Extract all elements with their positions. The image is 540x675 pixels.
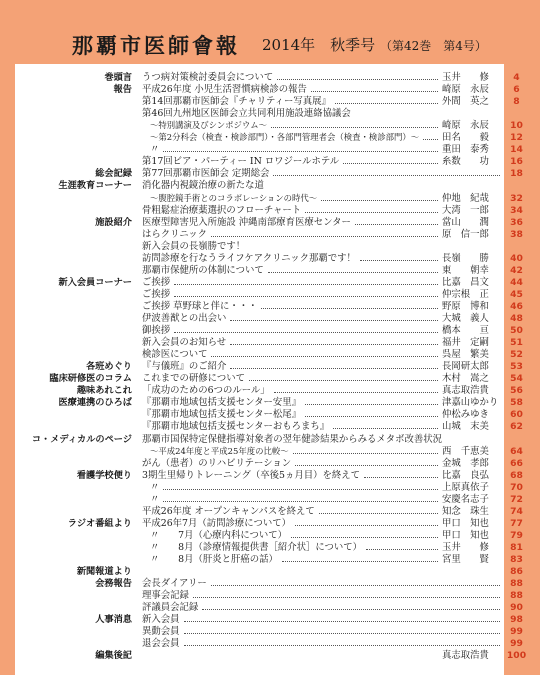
toc-entry[interactable] bbox=[0, 253, 540, 264]
dot-leader bbox=[355, 224, 438, 225]
entry-title: 新入会員 bbox=[142, 614, 180, 626]
entry-title: 『与儀班』のご紹介 bbox=[142, 361, 227, 373]
toc-entry[interactable] bbox=[0, 144, 540, 155]
entry-title: 退会会員 bbox=[142, 638, 180, 650]
entry-title: 骨粗鬆症治療薬選択のフローチャート bbox=[142, 204, 302, 216]
dot-leader bbox=[295, 465, 438, 466]
toc-entry[interactable] bbox=[0, 120, 540, 131]
entry-title: 平成26年度 小児生活習慣病検診の報告 bbox=[142, 84, 307, 96]
section-label: 施設紹介 bbox=[95, 216, 132, 228]
toc-entry[interactable] bbox=[0, 470, 540, 481]
toc-entry[interactable] bbox=[0, 458, 540, 469]
entry-title: 伊波善猷との出会い bbox=[142, 313, 227, 324]
page-number: 52 bbox=[510, 349, 523, 361]
entry-title: 御挨拶 bbox=[142, 325, 171, 337]
entry-title: 会長ダイアリー bbox=[142, 578, 207, 590]
section-label: コ・メディカルのページ bbox=[31, 433, 132, 445]
dot-leader bbox=[273, 175, 500, 176]
page-number: 46 bbox=[510, 300, 523, 312]
entry-author: 崎原 永辰 bbox=[442, 84, 489, 96]
toc-entry[interactable] bbox=[0, 638, 540, 649]
entry-title: 第46回九州地区医師会立共同利用施設連絡協議会 bbox=[142, 108, 351, 120]
dot-leader bbox=[230, 344, 438, 345]
entry-author: 崎原 永辰 bbox=[442, 120, 489, 132]
section-label: 新聞報道より bbox=[76, 566, 132, 578]
entry-author: 津嘉山ゆかり bbox=[442, 397, 499, 409]
entry-title: ご挨拶 bbox=[142, 288, 171, 300]
dot-leader bbox=[305, 404, 438, 405]
page-number: 32 bbox=[510, 192, 523, 204]
toc-entry[interactable] bbox=[0, 168, 540, 179]
entry-title: 評議員会記録 bbox=[142, 602, 199, 614]
toc-entry[interactable] bbox=[0, 193, 540, 204]
entry-title: 異動会員 bbox=[142, 626, 180, 638]
entry-subtitle: ～腹腔鏡手術とのコラボレーションの時代～ bbox=[150, 192, 318, 203]
entry-title: 〃 8月（診療情報提供書［紹介状］について） bbox=[150, 541, 363, 553]
entry-subtitle: ～第2分科会（検査・検診部門）・各部門管理者会（検査・検診部門）～ bbox=[150, 132, 420, 143]
section-label: 生涯教育コーナー bbox=[58, 180, 132, 192]
dot-leader bbox=[174, 296, 438, 297]
toc-entry[interactable] bbox=[0, 156, 540, 167]
toc-entry[interactable] bbox=[0, 518, 540, 529]
dot-leader bbox=[343, 163, 438, 164]
section-label: 趣味あれこれ bbox=[76, 385, 132, 397]
toc-entry[interactable] bbox=[0, 409, 540, 420]
section-label: 会務報告 bbox=[95, 578, 132, 590]
entry-author: 長岡研太郎 bbox=[442, 361, 489, 373]
dot-leader bbox=[184, 621, 500, 622]
dot-leader bbox=[163, 151, 438, 152]
toc-entry[interactable] bbox=[0, 482, 540, 493]
entry-title: 新入会員のお知らせ bbox=[142, 337, 227, 349]
dot-leader bbox=[211, 236, 438, 237]
entry-author: 仲松みゆき bbox=[442, 409, 489, 421]
page-number: 99 bbox=[510, 626, 523, 638]
dot-leader bbox=[295, 525, 438, 526]
page-number: 18 bbox=[510, 168, 523, 180]
toc-entry[interactable] bbox=[0, 108, 540, 119]
dot-leader bbox=[333, 428, 438, 429]
section-label: 編集後記 bbox=[95, 650, 132, 662]
toc-entry[interactable] bbox=[0, 96, 540, 107]
page-number: 54 bbox=[510, 373, 523, 385]
toc-entry[interactable] bbox=[0, 434, 540, 445]
page-number: 38 bbox=[510, 228, 523, 240]
dot-leader bbox=[163, 501, 438, 502]
dot-leader bbox=[230, 368, 438, 369]
toc-entry[interactable] bbox=[0, 265, 540, 276]
page-number: 60 bbox=[510, 409, 523, 421]
section-label: 各班めぐり bbox=[86, 361, 132, 373]
issue-label bbox=[262, 34, 487, 55]
toc-entry[interactable] bbox=[0, 301, 540, 312]
dot-leader bbox=[364, 477, 438, 478]
entry-author: 甲口 知也 bbox=[442, 517, 489, 529]
page-number: 88 bbox=[510, 590, 523, 602]
entry-author: 金城 孝郎 bbox=[442, 457, 489, 469]
entry-title: 『那覇市地域包括支援センターおもろまち』 bbox=[142, 421, 330, 433]
toc-entry[interactable] bbox=[0, 289, 540, 300]
dot-leader bbox=[271, 127, 438, 128]
page-number: 90 bbox=[510, 602, 523, 614]
dot-leader bbox=[423, 139, 438, 140]
entry-title: ご挨拶 草野球と伴に・・・ bbox=[142, 300, 258, 312]
dot-leader bbox=[193, 597, 500, 598]
dot-leader bbox=[321, 200, 438, 201]
toc-entry[interactable] bbox=[0, 566, 540, 577]
page-number: 99 bbox=[510, 638, 523, 650]
entry-title: うつ病対策検討委員会について bbox=[142, 72, 274, 83]
entry-author: 玉井 修 bbox=[442, 541, 489, 553]
entry-author: 長嶺 勝 bbox=[442, 252, 489, 264]
dot-leader bbox=[202, 609, 500, 610]
issue-volume: （第42巻 第4号） bbox=[379, 39, 487, 53]
page-number: 79 bbox=[510, 529, 523, 541]
dot-leader bbox=[268, 272, 438, 273]
toc-entry[interactable] bbox=[0, 337, 540, 348]
page-number: 72 bbox=[510, 493, 523, 505]
entry-title: 那覇市国保特定保健指導対象者の翌年健診結果からみるメタボ改善状況 bbox=[142, 433, 443, 445]
page-number: 62 bbox=[510, 421, 523, 433]
entry-author: 仲地 紀哉 bbox=[442, 192, 489, 204]
toc-entry[interactable] bbox=[0, 325, 540, 336]
entry-author: 東 朝幸 bbox=[442, 264, 489, 276]
dot-leader bbox=[163, 489, 438, 490]
entry-title: がん（患者）のリハビリテーション bbox=[142, 457, 292, 469]
toc-entry[interactable] bbox=[0, 650, 540, 661]
entry-subtitle: ～平成24年度と平成25年度の比較～ bbox=[150, 445, 289, 456]
entry-author: 宮里 賢 bbox=[442, 554, 489, 565]
entry-author: 當山 潤 bbox=[442, 216, 489, 228]
entry-title: はらクリニック bbox=[142, 228, 208, 240]
entry-author: 橋本 亘 bbox=[442, 325, 489, 337]
entry-title: 第14回那覇市医師会『チャリティー写真展』 bbox=[142, 96, 331, 108]
entry-title: 〃 bbox=[150, 481, 160, 493]
section-label: 新入会員コーナー bbox=[58, 276, 132, 288]
toc-entry[interactable] bbox=[0, 554, 540, 565]
entry-title: 3期生里帰りトレーニング（卒後5ヵ月目）を終えて bbox=[142, 469, 360, 481]
dot-leader bbox=[261, 308, 438, 309]
entry-author: 比嘉 良弘 bbox=[442, 469, 489, 481]
page-number: 36 bbox=[510, 216, 523, 228]
page-number: 42 bbox=[510, 264, 523, 276]
entry-author: 真志取浩貴 bbox=[442, 385, 489, 397]
page-number: 98 bbox=[510, 614, 523, 626]
dot-leader bbox=[184, 633, 500, 634]
dot-leader bbox=[211, 356, 438, 357]
entry-title: 医療型障害児入所施設 沖縄南部療育医療センター bbox=[142, 216, 351, 228]
toc-entry[interactable] bbox=[0, 180, 540, 191]
entry-title: 〃 8月（肝炎と肝癌の話） bbox=[150, 554, 278, 565]
section-label: 報告 bbox=[113, 84, 132, 96]
page-number: 53 bbox=[510, 361, 523, 373]
toc-entry[interactable] bbox=[0, 421, 540, 432]
section-label: 総会記録 bbox=[95, 168, 132, 180]
entry-author: 大湾 一郎 bbox=[442, 204, 489, 216]
page-number: 58 bbox=[510, 397, 523, 409]
dot-leader bbox=[293, 453, 438, 454]
toc-entry[interactable] bbox=[0, 385, 540, 396]
dot-leader bbox=[282, 561, 438, 562]
toc-entry[interactable] bbox=[0, 72, 540, 83]
toc-entry[interactable] bbox=[0, 602, 540, 613]
page-number: 44 bbox=[510, 276, 523, 288]
entry-title: ご挨拶 bbox=[142, 276, 171, 288]
toc-entry[interactable] bbox=[0, 313, 540, 324]
entry-title: 訪問診療を行なうライフケアクリニック那覇です！ bbox=[142, 252, 356, 264]
toc-entry[interactable] bbox=[0, 132, 540, 143]
toc-entry[interactable] bbox=[0, 614, 540, 625]
page-number: 100 bbox=[506, 650, 527, 662]
page-number: 14 bbox=[510, 144, 523, 156]
dot-leader bbox=[249, 380, 438, 381]
entry-title: 「成功のための6つのルール」 bbox=[142, 385, 270, 397]
entry-author: 西 千恵美 bbox=[442, 445, 489, 457]
dot-leader bbox=[319, 513, 438, 514]
dot-leader bbox=[174, 332, 438, 333]
entry-title: これまでの研修について bbox=[142, 373, 245, 385]
dot-leader bbox=[174, 284, 438, 285]
page-number: 40 bbox=[510, 252, 523, 264]
entry-author: 重田 泰秀 bbox=[442, 144, 489, 156]
toc-entry[interactable] bbox=[0, 578, 540, 589]
page-number: 77 bbox=[510, 517, 523, 529]
section-label: 医療連携のひろば bbox=[58, 397, 132, 409]
entry-author: 山城 末美 bbox=[442, 421, 489, 433]
page-number: 86 bbox=[510, 566, 523, 578]
page-number: 50 bbox=[510, 325, 523, 337]
dot-leader bbox=[184, 645, 500, 646]
page-number: 45 bbox=[510, 288, 523, 300]
masthead bbox=[0, 0, 540, 64]
dot-leader bbox=[335, 103, 438, 104]
entry-title: 『那覇市地域包括支援センター安里』 bbox=[142, 397, 302, 409]
page-number: 51 bbox=[510, 337, 523, 349]
entry-author: 真志取浩貴 bbox=[442, 650, 489, 662]
page-number: 74 bbox=[510, 505, 523, 517]
section-label: ラジオ番組より bbox=[67, 517, 132, 529]
page-number: 64 bbox=[510, 445, 523, 457]
page-number: 56 bbox=[510, 385, 523, 397]
page-number: 48 bbox=[510, 313, 523, 324]
dot-leader bbox=[211, 585, 500, 586]
entry-author: 上原真依子 bbox=[442, 481, 489, 493]
page-number: 6 bbox=[513, 84, 520, 96]
entry-title: 第17回ビア・パーティー IN ロワジールホテル bbox=[142, 156, 340, 168]
page-number: 88 bbox=[510, 578, 523, 590]
entry-author: 玉井 修 bbox=[442, 72, 489, 83]
toc-entry[interactable] bbox=[0, 446, 540, 457]
section-label: 看護学校便り bbox=[76, 469, 132, 481]
page-number: 16 bbox=[510, 156, 523, 168]
entry-author: 甲口 知也 bbox=[442, 529, 489, 541]
dot-leader bbox=[291, 537, 438, 538]
toc-entry[interactable] bbox=[0, 626, 540, 637]
entry-title: 〃 7月（心療内科について） bbox=[150, 529, 288, 541]
entry-author: 比嘉 昌文 bbox=[442, 276, 489, 288]
dot-leader bbox=[230, 320, 438, 321]
toc-entry[interactable] bbox=[0, 494, 540, 505]
journal-brand: 那覇市医師會報 bbox=[72, 33, 240, 58]
toc-entry[interactable] bbox=[0, 542, 540, 553]
page-number: 66 bbox=[510, 457, 523, 469]
entry-title: 『那覇市地域包括支援センター松尾』 bbox=[142, 409, 302, 421]
entry-title: 検診医について bbox=[142, 349, 208, 361]
entry-title: 新入会員の長嶺勝です！ bbox=[142, 240, 246, 252]
dot-leader bbox=[277, 79, 438, 80]
entry-author: 外間 英之 bbox=[442, 96, 489, 108]
entry-subtitle: ～特別講演及びシンポジウム～ bbox=[150, 120, 267, 131]
section-label: 人事消息 bbox=[95, 614, 132, 626]
entry-author: 安慶名志子 bbox=[442, 493, 489, 505]
entry-author: 野原 博和 bbox=[442, 300, 489, 312]
dot-leader bbox=[274, 392, 438, 393]
toc-entry[interactable] bbox=[0, 530, 540, 541]
toc-entry[interactable] bbox=[0, 361, 540, 372]
toc-entry[interactable] bbox=[0, 349, 540, 360]
toc-entry[interactable] bbox=[0, 506, 540, 517]
entry-title: 第77回那覇市医師会 定期総会 bbox=[142, 168, 270, 180]
entry-author: 田名 毅 bbox=[442, 132, 489, 144]
dot-leader bbox=[366, 549, 438, 550]
entry-author: 糸数 功 bbox=[442, 156, 489, 168]
page-number: 81 bbox=[510, 541, 523, 553]
entry-author: 福井 定嗣 bbox=[442, 337, 489, 349]
toc-entry[interactable] bbox=[0, 217, 540, 228]
section-label: 巻頭言 bbox=[104, 72, 132, 83]
toc-entry[interactable] bbox=[0, 241, 540, 252]
toc-entry[interactable] bbox=[0, 397, 540, 408]
page-number: 12 bbox=[510, 132, 523, 144]
page-number: 34 bbox=[510, 204, 523, 216]
dot-leader bbox=[305, 212, 438, 213]
toc-entry[interactable] bbox=[0, 590, 540, 601]
page-number: 70 bbox=[510, 481, 523, 493]
page-number: 83 bbox=[510, 554, 523, 565]
page-number: 8 bbox=[513, 96, 520, 108]
issue-year: 2014年 秋季号 bbox=[262, 36, 376, 54]
dot-leader bbox=[360, 260, 438, 261]
entry-title: 平成26年7月（訪問診療について） bbox=[142, 517, 291, 529]
entry-author: 呉屋 繁美 bbox=[442, 349, 489, 361]
entry-title: 消化器内視鏡治療の新たな道 bbox=[142, 180, 264, 192]
entry-author: 知念 珠生 bbox=[442, 505, 489, 517]
entry-author: 大城 義人 bbox=[442, 313, 489, 324]
toc-entry[interactable] bbox=[0, 277, 540, 288]
entry-author: 仲宗根 正 bbox=[442, 288, 489, 300]
section-label: 臨床研修医のコラム bbox=[49, 373, 132, 385]
entry-title: 那覇市保健所の体制について bbox=[142, 264, 264, 276]
entry-author: 木村 嵩之 bbox=[442, 373, 489, 385]
entry-title: 理事会記録 bbox=[142, 590, 189, 602]
dot-leader bbox=[311, 91, 438, 92]
toc-entry[interactable] bbox=[0, 229, 540, 240]
entry-title: 平成26年度 オープンキャンパスを終えて bbox=[142, 505, 315, 517]
entry-title: 〃 bbox=[150, 144, 160, 156]
entry-author: 原 信一郎 bbox=[442, 228, 489, 240]
toc-entry[interactable] bbox=[0, 373, 540, 384]
toc-entry[interactable] bbox=[0, 84, 540, 95]
entry-title: 〃 bbox=[150, 493, 160, 505]
page-number: 68 bbox=[510, 469, 523, 481]
dot-leader bbox=[305, 416, 438, 417]
page-number: 10 bbox=[510, 120, 523, 132]
toc-entry[interactable] bbox=[0, 205, 540, 216]
page-number: 4 bbox=[513, 72, 520, 83]
